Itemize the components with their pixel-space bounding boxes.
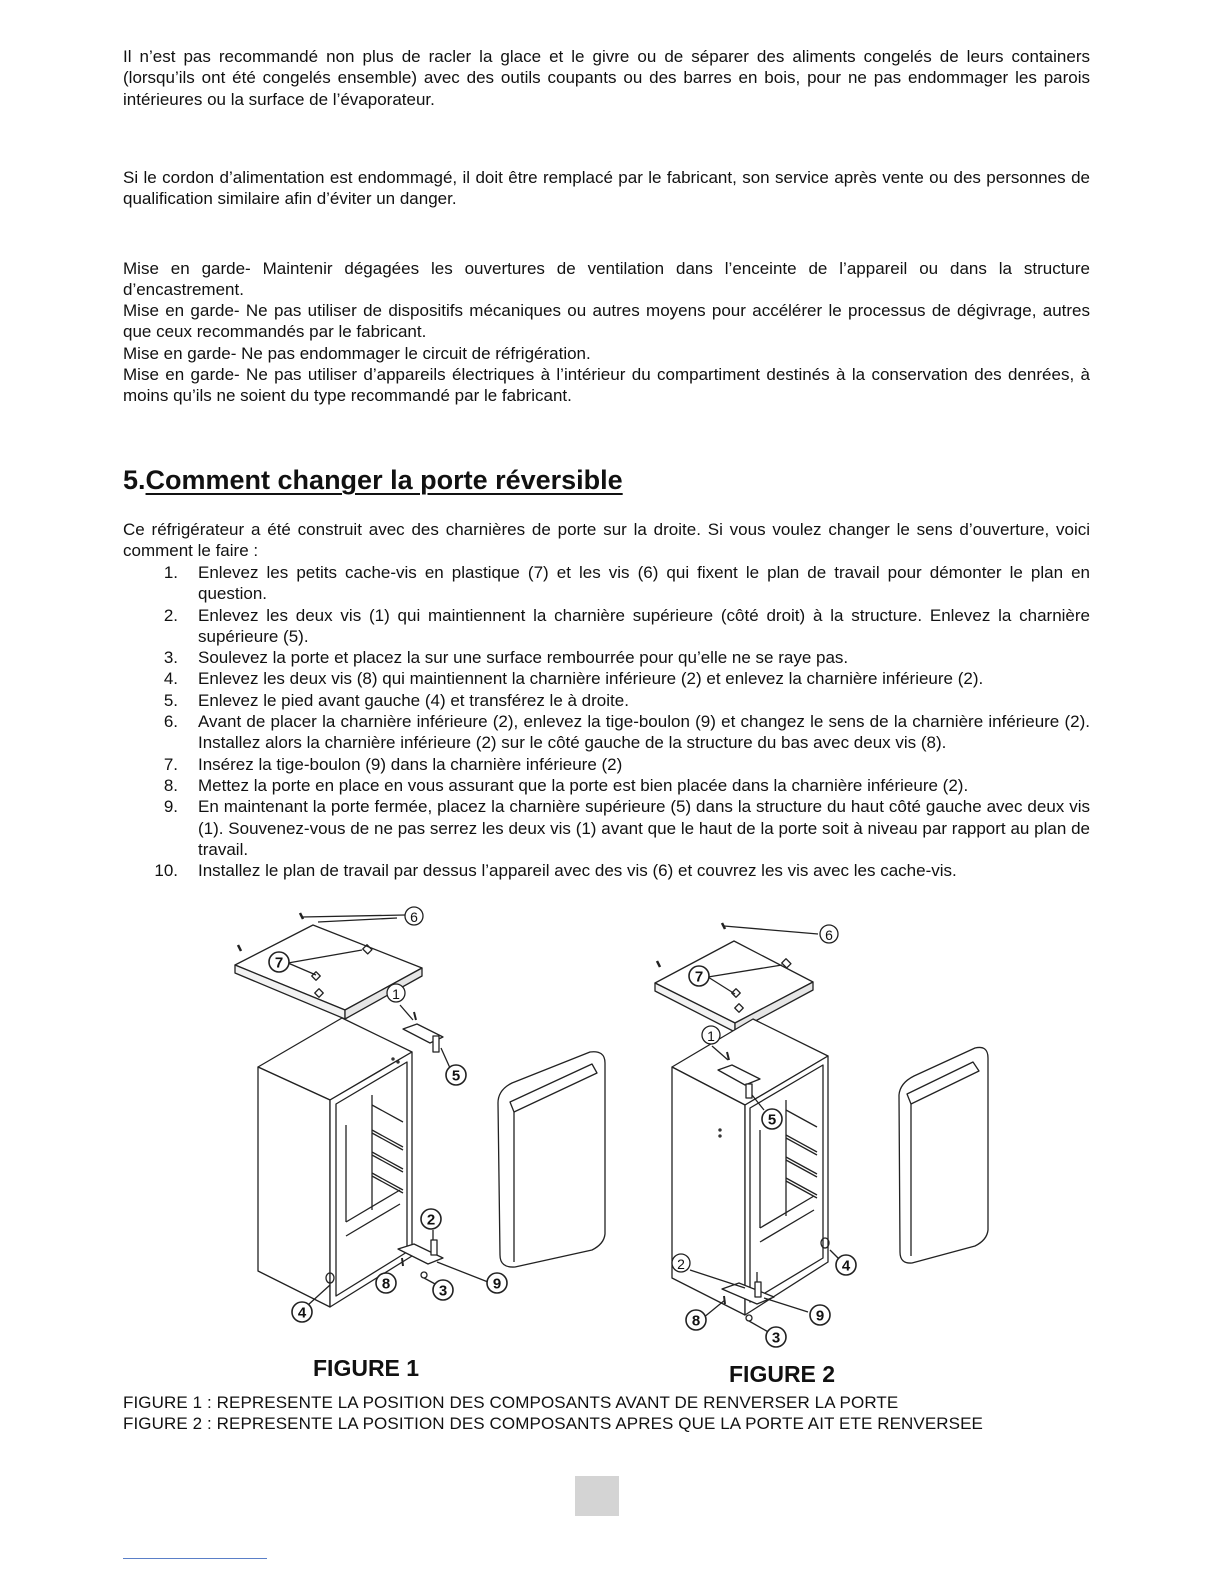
svg-text:2: 2 (426, 1211, 436, 1229)
paragraph-power-cord: Si le cordon d’alimentation est endommagé, il doit être remplacé par le fabricant, son service après vente ou des personnes de qualification similaire afin d’éviter un danger. (123, 168, 1090, 209)
step-text: Enlevez les petits cache-vis en plastique (7) et les vis (6) qui fixent le plan de travail pour démonter le plan en question. (198, 563, 1090, 604)
step-text: Installez le plan de travail par dessus l’appareil avec des vis (6) et couvrez les vis avec les cache-vis. (198, 861, 957, 881)
figure2-caption: FIGURE 2 : REPRESENTE LA POSITION DES COMPOSANTS APRES QUE LA PORTE AIT ETE RENVERSEE (123, 1414, 983, 1433)
figure2-label: FIGURE 2 (729, 1361, 836, 1387)
callout-8 (376, 1273, 396, 1293)
page-number-box (575, 1476, 619, 1516)
callout-3 (766, 1327, 786, 1347)
step-text: Enlevez les deux vis (1) qui maintiennent la charnière supérieure (côté droit) à la structure. Enlevez la charnière supérieure (5). (198, 605, 1090, 646)
svg-text:9: 9 (492, 1275, 502, 1293)
callout-6 (405, 907, 423, 925)
svg-text:5: 5 (767, 1111, 777, 1129)
worktop-illustration (235, 913, 422, 1019)
section-intro: Ce réfrigérateur a été construit avec des charnières de porte sur la droite. Si vous voulez changer le sens d’ouverture, voici comment le faire : (123, 520, 1090, 561)
step-number: 7. (163, 754, 178, 774)
callout-1 (702, 1026, 720, 1044)
callout-7 (689, 966, 709, 986)
step-number: 4. (163, 669, 178, 689)
step-number: 3. (163, 648, 178, 668)
svg-text:2: 2 (677, 1256, 685, 1272)
paragraph-scraping-warning: Il n’est pas recommandé non plus de racler la glace et le givre ou de séparer des aliments congelés de leurs containers (lorsqu’ils ont été congelés ensemble) avec des outils coupants ou des barres en bois, pour ne pas endommager les parois intérieures ou la surface de l’évaporateur. (123, 47, 1090, 109)
svg-text:4: 4 (841, 1257, 851, 1275)
svg-text:9: 9 (815, 1307, 825, 1325)
figure1-caption: FIGURE 1 : REPRESENTE LA POSITION DES COMPOSANTS AVANT DE RENVERSER LA PORTE (123, 1393, 899, 1412)
callout-9 (487, 1273, 507, 1293)
section-title: Comment changer la porte réversible (145, 465, 623, 495)
warning-ventilation: Mise en garde- Maintenir dégagées les ouvertures de ventilation dans l’enceinte de l’appareil ou dans la structure d’encastrement. (123, 259, 1090, 300)
svg-text:8: 8 (381, 1275, 391, 1293)
door-illustration (899, 1047, 988, 1263)
step-text: Soulevez la porte et placez la sur une surface rembourrée pour qu’elle ne se raye pas. (198, 648, 849, 668)
step-number: 1. (163, 563, 178, 582)
svg-text:8: 8 (691, 1312, 701, 1330)
svg-text:3: 3 (771, 1329, 781, 1347)
worktop-illustration (655, 923, 818, 1032)
svg-text:4: 4 (297, 1304, 307, 1322)
step-text: Insérez la tige-boulon (9) dans la charnière inférieure (2) (198, 754, 623, 774)
svg-text:5: 5 (451, 1067, 461, 1085)
step-number: 8. (163, 775, 178, 795)
svg-text:1: 1 (392, 986, 400, 1002)
warning-defrost: Mise en garde- Ne pas utiliser de dispositifs mécaniques ou autres moyens pour accélérer le processus de dégivrage, autres que ceux recommandés par le fabricant. (123, 301, 1090, 342)
svg-text:3: 3 (438, 1282, 448, 1300)
step-number: 6. (163, 712, 178, 732)
step-text: Avant de placer la charnière inférieure (2), enlevez la tige-boulon (9) et changez le sens de la charnière inférieure (2). Installez alors la charnière inférieure (2) sur le côté gauche de la structure du bas avec deux vis (8). (198, 712, 1090, 753)
svg-text:6: 6 (410, 909, 418, 925)
callout-3 (433, 1280, 453, 1300)
door-illustration (498, 1052, 605, 1267)
callout-7 (269, 952, 289, 972)
cabinet-illustration (672, 1019, 829, 1315)
svg-text:7: 7 (274, 954, 284, 972)
callout-6 (820, 925, 838, 943)
step-text: Enlevez les deux vis (8) qui maintiennent la charnière inférieure (2) et enlevez la charnière inférieure (2). (198, 669, 984, 689)
cabinet-illustration (258, 1018, 412, 1307)
svg-text:6: 6 (825, 927, 833, 943)
warning-electrical: Mise en garde- Ne pas utiliser d’appareils électriques à l’intérieur du compartiment destinés à la conservation des denrées, à moins qu’ils ne soient du type recommandé par le fabricant. (123, 365, 1090, 406)
callout-4 (836, 1255, 856, 1275)
step-text: Enlevez le pied avant gauche (4) et transférez le à droite. (198, 690, 629, 710)
callout-8 (686, 1310, 706, 1330)
figure1-label: FIGURE 1 (313, 1355, 420, 1381)
callout-2 (672, 1254, 690, 1272)
callout-5 (446, 1065, 466, 1085)
footer-rule (123, 1558, 267, 1559)
section-number: 5. (123, 465, 146, 495)
callout-4 (292, 1302, 312, 1322)
step-number: 2. (163, 605, 178, 625)
svg-text:1: 1 (707, 1028, 715, 1044)
step-text: Mettez la porte en place en vous assurant que la porte est bien placée dans la charnière inférieure (2). (198, 775, 969, 795)
callout-1 (387, 984, 405, 1002)
step-number: 9. (163, 797, 178, 817)
step-number: 5. (163, 690, 178, 710)
step-text: En maintenant la porte fermée, placez la charnière supérieure (5) dans la structure du haut côté gauche avec deux vis (1). Souvenez-vous de ne pas serrez les deux vis (1) avant que le haut de la porte soit à niveau par rapport au plan de travail. (198, 797, 1090, 859)
callout-5 (762, 1109, 782, 1129)
warning-circuit: Mise en garde- Ne pas endommager le circuit de réfrigération. (123, 344, 591, 363)
callout-2 (421, 1209, 441, 1229)
svg-text:7: 7 (694, 968, 704, 986)
step-number: 10. (154, 861, 178, 881)
callout-9 (810, 1305, 830, 1325)
figure1-drawing (235, 913, 605, 1307)
